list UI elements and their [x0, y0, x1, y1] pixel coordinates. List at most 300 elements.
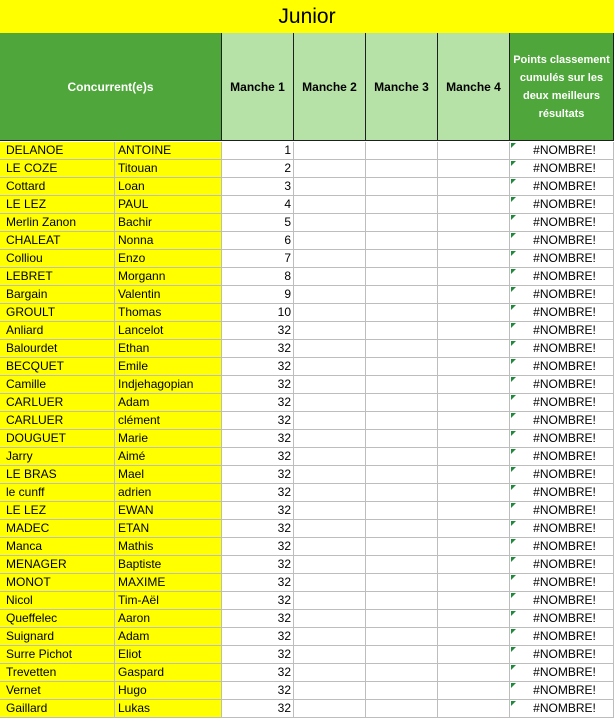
cell-manche-2[interactable] — [294, 430, 366, 448]
cell-manche-1[interactable]: 32 — [222, 394, 294, 412]
cell-manche-2[interactable] — [294, 142, 366, 160]
cell-prenom[interactable]: Ethan — [115, 340, 222, 358]
error-indicator-icon — [511, 593, 516, 598]
cell-prenom[interactable]: Lukas — [115, 700, 222, 718]
cell-manche-3[interactable] — [366, 538, 438, 556]
cell-nom[interactable]: DELANOE — [0, 142, 115, 160]
cell-manche-2[interactable] — [294, 466, 366, 484]
table-row — [0, 340, 614, 358]
error-indicator-icon — [511, 629, 516, 634]
cell-nom[interactable]: Vernet — [0, 682, 115, 700]
cell-prenom[interactable]: Titouan — [115, 160, 222, 178]
cell-points[interactable] — [510, 520, 614, 538]
cell-nom[interactable]: Surre Pichot — [0, 646, 115, 664]
error-indicator-icon — [511, 485, 516, 490]
cell-manche-1[interactable]: 3 — [222, 178, 294, 196]
cell-points-value: #NOMBRE! — [533, 341, 596, 355]
cell-points-value: #NOMBRE! — [533, 665, 596, 679]
cell-manche-3[interactable] — [366, 340, 438, 358]
cell-prenom[interactable]: Nonna — [115, 232, 222, 250]
cell-manche-2[interactable] — [294, 286, 366, 304]
error-indicator-icon — [511, 269, 516, 274]
cell-nom[interactable]: Bargain — [0, 286, 115, 304]
cell-points[interactable] — [510, 232, 614, 250]
cell-nom[interactable]: Trevetten — [0, 664, 115, 682]
cell-points[interactable] — [510, 340, 614, 358]
cell-nom[interactable]: Jarry — [0, 448, 115, 466]
cell-prenom[interactable]: Lancelot — [115, 322, 222, 340]
cell-manche-1[interactable]: 32 — [222, 520, 294, 538]
cell-manche-1[interactable]: 32 — [222, 448, 294, 466]
cell-manche-2[interactable] — [294, 502, 366, 520]
cell-prenom[interactable]: clément — [115, 412, 222, 430]
cell-manche-2[interactable] — [294, 232, 366, 250]
cell-manche-2[interactable] — [294, 556, 366, 574]
cell-nom[interactable]: Colliou — [0, 250, 115, 268]
cell-prenom[interactable]: Hugo — [115, 682, 222, 700]
cell-points[interactable] — [510, 214, 614, 232]
cell-manche-1[interactable]: 32 — [222, 340, 294, 358]
table-row — [0, 322, 614, 340]
cell-points[interactable] — [510, 160, 614, 178]
cell-nom[interactable]: Anliard — [0, 322, 115, 340]
cell-nom[interactable]: BECQUET — [0, 358, 115, 376]
cell-points[interactable] — [510, 358, 614, 376]
cell-manche-2[interactable] — [294, 682, 366, 700]
cell-manche-3[interactable] — [366, 214, 438, 232]
cell-nom[interactable]: LEBRET — [0, 268, 115, 286]
cell-nom[interactable]: LE COZE — [0, 160, 115, 178]
cell-manche-3[interactable] — [366, 556, 438, 574]
error-indicator-icon — [511, 701, 516, 706]
table-row — [0, 358, 614, 376]
error-indicator-icon — [511, 323, 516, 328]
cell-manche-1[interactable]: 32 — [222, 610, 294, 628]
cell-manche-2[interactable] — [294, 322, 366, 340]
cell-nom[interactable]: CHALEAT — [0, 232, 115, 250]
cell-nom[interactable]: LE BRAS — [0, 466, 115, 484]
cell-manche-4[interactable] — [438, 142, 510, 160]
error-indicator-icon — [511, 467, 516, 472]
cell-manche-3[interactable] — [366, 358, 438, 376]
cell-points[interactable] — [510, 574, 614, 592]
cell-manche-2[interactable] — [294, 250, 366, 268]
cell-manche-4[interactable] — [438, 232, 510, 250]
cell-nom[interactable]: LE LEZ — [0, 196, 115, 214]
cell-prenom[interactable]: Aimé — [115, 448, 222, 466]
cell-nom[interactable]: Suignard — [0, 628, 115, 646]
cell-nom[interactable]: Manca — [0, 538, 115, 556]
cell-manche-3[interactable] — [366, 412, 438, 430]
cell-manche-3[interactable] — [366, 322, 438, 340]
error-indicator-icon — [511, 233, 516, 238]
table-row — [0, 502, 614, 520]
cell-manche-1[interactable]: 2 — [222, 160, 294, 178]
table-row — [0, 178, 614, 196]
error-indicator-icon — [511, 611, 516, 616]
cell-nom[interactable]: MONOT — [0, 574, 115, 592]
cell-points[interactable] — [510, 610, 614, 628]
cell-manche-1[interactable]: 32 — [222, 484, 294, 502]
cell-points-value: #NOMBRE! — [533, 179, 596, 193]
cell-manche-3[interactable] — [366, 304, 438, 322]
cell-manche-2[interactable] — [294, 178, 366, 196]
cell-manche-4[interactable] — [438, 412, 510, 430]
cell-manche-4[interactable] — [438, 592, 510, 610]
cell-prenom[interactable]: EWAN — [115, 502, 222, 520]
cell-manche-4[interactable] — [438, 430, 510, 448]
cell-points[interactable] — [510, 538, 614, 556]
cell-prenom[interactable]: Baptiste — [115, 556, 222, 574]
cell-manche-3[interactable] — [366, 664, 438, 682]
cell-points[interactable] — [510, 646, 614, 664]
table-row — [0, 574, 614, 592]
cell-manche-3[interactable] — [366, 610, 438, 628]
cell-nom[interactable]: DOUGUET — [0, 430, 115, 448]
table-row — [0, 394, 614, 412]
cell-nom[interactable]: LE LEZ — [0, 502, 115, 520]
cell-points[interactable] — [510, 304, 614, 322]
cell-points[interactable] — [510, 250, 614, 268]
cell-manche-2[interactable] — [294, 358, 366, 376]
cell-manche-3[interactable] — [366, 250, 438, 268]
cell-points-value: #NOMBRE! — [533, 449, 596, 463]
cell-manche-3[interactable] — [366, 394, 438, 412]
cell-manche-1[interactable]: 32 — [222, 412, 294, 430]
cell-manche-1[interactable]: 32 — [222, 376, 294, 394]
cell-manche-4[interactable] — [438, 700, 510, 718]
cell-manche-3[interactable] — [366, 178, 438, 196]
cell-manche-4[interactable] — [438, 286, 510, 304]
cell-points[interactable] — [510, 682, 614, 700]
cell-manche-4[interactable] — [438, 466, 510, 484]
cell-manche-4[interactable] — [438, 682, 510, 700]
cell-points-value: #NOMBRE! — [533, 413, 596, 427]
cell-manche-1[interactable]: 6 — [222, 232, 294, 250]
cell-manche-1[interactable]: 1 — [222, 142, 294, 160]
cell-manche-1[interactable]: 9 — [222, 286, 294, 304]
cell-manche-1[interactable]: 32 — [222, 646, 294, 664]
cell-points[interactable] — [510, 268, 614, 286]
cell-nom[interactable]: Nicol — [0, 592, 115, 610]
cell-points[interactable] — [510, 466, 614, 484]
cell-points[interactable] — [510, 448, 614, 466]
cell-nom[interactable]: Merlin Zanon — [0, 214, 115, 232]
cell-points-value: #NOMBRE! — [533, 503, 596, 517]
cell-prenom[interactable]: Enzo — [115, 250, 222, 268]
cell-manche-3[interactable] — [366, 232, 438, 250]
error-indicator-icon — [511, 143, 516, 148]
cell-manche-3[interactable] — [366, 160, 438, 178]
cell-manche-2[interactable] — [294, 214, 366, 232]
cell-manche-4[interactable] — [438, 178, 510, 196]
table-row — [0, 232, 614, 250]
cell-manche-2[interactable] — [294, 574, 366, 592]
table-row — [0, 484, 614, 502]
header-concurrent[interactable]: Concurrent(e)s — [0, 33, 222, 141]
cell-points[interactable] — [510, 700, 614, 718]
table-row — [0, 412, 614, 430]
cell-points[interactable] — [510, 502, 614, 520]
cell-manche-1[interactable]: 5 — [222, 214, 294, 232]
cell-nom[interactable]: le cunff — [0, 484, 115, 502]
cell-manche-4[interactable] — [438, 322, 510, 340]
cell-manche-2[interactable] — [294, 520, 366, 538]
cell-manche-3[interactable] — [366, 628, 438, 646]
cell-points-value: #NOMBRE! — [533, 233, 596, 247]
header-manche-1[interactable]: Manche 1 — [222, 33, 294, 141]
cell-manche-4[interactable] — [438, 520, 510, 538]
cell-manche-2[interactable] — [294, 646, 366, 664]
cell-manche-3[interactable] — [366, 682, 438, 700]
cell-points[interactable] — [510, 556, 614, 574]
cell-manche-4[interactable] — [438, 160, 510, 178]
cell-manche-1[interactable]: 32 — [222, 538, 294, 556]
cell-manche-3[interactable] — [366, 502, 438, 520]
cell-manche-4[interactable] — [438, 448, 510, 466]
cell-points-value: #NOMBRE! — [533, 467, 596, 481]
error-indicator-icon — [511, 251, 516, 256]
cell-manche-3[interactable] — [366, 466, 438, 484]
cell-prenom[interactable]: Eliot — [115, 646, 222, 664]
header-manche-2[interactable]: Manche 2 — [294, 33, 366, 141]
cell-manche-3[interactable] — [366, 142, 438, 160]
cell-points[interactable] — [510, 322, 614, 340]
cell-manche-4[interactable] — [438, 664, 510, 682]
cell-prenom[interactable]: Morgann — [115, 268, 222, 286]
cell-manche-1[interactable]: 32 — [222, 682, 294, 700]
cell-nom[interactable]: CARLUER — [0, 412, 115, 430]
cell-manche-4[interactable] — [438, 574, 510, 592]
cell-prenom[interactable]: Tim-Aël — [115, 592, 222, 610]
cell-manche-3[interactable] — [366, 574, 438, 592]
cell-manche-2[interactable] — [294, 304, 366, 322]
cell-nom[interactable]: CARLUER — [0, 394, 115, 412]
cell-prenom[interactable]: Marie — [115, 430, 222, 448]
cell-points[interactable] — [510, 430, 614, 448]
cell-manche-2[interactable] — [294, 538, 366, 556]
cell-manche-1[interactable]: 32 — [222, 556, 294, 574]
cell-points[interactable] — [510, 196, 614, 214]
error-indicator-icon — [511, 665, 516, 670]
error-indicator-icon — [511, 341, 516, 346]
cell-manche-3[interactable] — [366, 196, 438, 214]
cell-prenom[interactable]: Loan — [115, 178, 222, 196]
error-indicator-icon — [511, 395, 516, 400]
cell-points-value: #NOMBRE! — [533, 287, 596, 301]
cell-manche-1[interactable]: 7 — [222, 250, 294, 268]
cell-points-value: #NOMBRE! — [533, 143, 596, 157]
cell-manche-3[interactable] — [366, 520, 438, 538]
cell-nom[interactable]: MENAGER — [0, 556, 115, 574]
cell-prenom[interactable]: Indjehagopian — [115, 376, 222, 394]
cell-prenom[interactable]: Adam — [115, 628, 222, 646]
cell-points[interactable] — [510, 664, 614, 682]
error-indicator-icon — [511, 503, 516, 508]
table-row — [0, 430, 614, 448]
cell-manche-4[interactable] — [438, 538, 510, 556]
cell-manche-1[interactable]: 10 — [222, 304, 294, 322]
header-points-classement[interactable]: Points classement cumulés sur les deux meilleurs résultats — [510, 33, 614, 141]
cell-manche-4[interactable] — [438, 610, 510, 628]
cell-manche-2[interactable] — [294, 196, 366, 214]
cell-prenom[interactable]: Aaron — [115, 610, 222, 628]
cell-prenom[interactable]: Gaspard — [115, 664, 222, 682]
cell-manche-4[interactable] — [438, 250, 510, 268]
cell-manche-1[interactable]: 32 — [222, 322, 294, 340]
cell-manche-2[interactable] — [294, 628, 366, 646]
cell-manche-2[interactable] — [294, 448, 366, 466]
cell-manche-1[interactable]: 32 — [222, 358, 294, 376]
cell-points[interactable] — [510, 628, 614, 646]
cell-manche-3[interactable] — [366, 286, 438, 304]
cell-manche-4[interactable] — [438, 502, 510, 520]
cell-prenom[interactable]: PAUL — [115, 196, 222, 214]
error-indicator-icon — [511, 557, 516, 562]
cell-points-value: #NOMBRE! — [533, 593, 596, 607]
table-row — [0, 160, 614, 178]
cell-manche-2[interactable] — [294, 412, 366, 430]
cell-manche-4[interactable] — [438, 376, 510, 394]
error-indicator-icon — [511, 413, 516, 418]
cell-manche-1[interactable]: 32 — [222, 592, 294, 610]
cell-points[interactable] — [510, 412, 614, 430]
cell-nom[interactable]: Gaillard — [0, 700, 115, 718]
error-indicator-icon — [511, 647, 516, 652]
cell-manche-1[interactable]: 32 — [222, 574, 294, 592]
error-indicator-icon — [511, 521, 516, 526]
cell-points-value: #NOMBRE! — [533, 215, 596, 229]
error-indicator-icon — [511, 449, 516, 454]
cell-manche-2[interactable] — [294, 340, 366, 358]
cell-points[interactable] — [510, 394, 614, 412]
cell-manche-1[interactable]: 32 — [222, 700, 294, 718]
cell-manche-3[interactable] — [366, 448, 438, 466]
cell-points-value: #NOMBRE! — [533, 521, 596, 535]
cell-points-value: #NOMBRE! — [533, 647, 596, 661]
table-row — [0, 214, 614, 232]
sheet-title[interactable]: Junior — [0, 0, 614, 34]
table-row — [0, 628, 614, 646]
cell-points-value: #NOMBRE! — [533, 485, 596, 499]
table-row — [0, 682, 614, 700]
cell-manche-4[interactable] — [438, 358, 510, 376]
error-indicator-icon — [511, 539, 516, 544]
cell-manche-1[interactable]: 8 — [222, 268, 294, 286]
cell-manche-4[interactable] — [438, 196, 510, 214]
cell-points[interactable] — [510, 592, 614, 610]
cell-nom[interactable]: MADEC — [0, 520, 115, 538]
header-manche-4[interactable]: Manche 4 — [438, 33, 510, 141]
error-indicator-icon — [511, 575, 516, 580]
cell-prenom[interactable]: Emile — [115, 358, 222, 376]
cell-manche-3[interactable] — [366, 592, 438, 610]
cell-manche-2[interactable] — [294, 394, 366, 412]
cell-manche-2[interactable] — [294, 592, 366, 610]
cell-points[interactable] — [510, 142, 614, 160]
cell-points[interactable] — [510, 484, 614, 502]
cell-points[interactable] — [510, 286, 614, 304]
table-row — [0, 250, 614, 268]
cell-manche-2[interactable] — [294, 160, 366, 178]
cell-manche-3[interactable] — [366, 430, 438, 448]
cell-manche-2[interactable] — [294, 376, 366, 394]
cell-manche-4[interactable] — [438, 268, 510, 286]
cell-manche-3[interactable] — [366, 268, 438, 286]
cell-points-value: #NOMBRE! — [533, 323, 596, 337]
cell-manche-3[interactable] — [366, 484, 438, 502]
cell-prenom[interactable]: ETAN — [115, 520, 222, 538]
cell-manche-2[interactable] — [294, 664, 366, 682]
cell-nom[interactable]: Balourdet — [0, 340, 115, 358]
cell-prenom[interactable]: Mathis — [115, 538, 222, 556]
cell-manche-4[interactable] — [438, 304, 510, 322]
cell-points-value: #NOMBRE! — [533, 611, 596, 625]
cell-points[interactable] — [510, 376, 614, 394]
cell-manche-1[interactable]: 4 — [222, 196, 294, 214]
cell-manche-1[interactable]: 32 — [222, 502, 294, 520]
cell-manche-2[interactable] — [294, 700, 366, 718]
table-row — [0, 664, 614, 682]
cell-nom[interactable]: Camille — [0, 376, 115, 394]
cell-manche-4[interactable] — [438, 628, 510, 646]
cell-manche-2[interactable] — [294, 610, 366, 628]
cell-manche-3[interactable] — [366, 646, 438, 664]
header-manche-3[interactable]: Manche 3 — [366, 33, 438, 141]
table-row — [0, 520, 614, 538]
cell-manche-4[interactable] — [438, 394, 510, 412]
cell-prenom[interactable]: Thomas — [115, 304, 222, 322]
cell-manche-4[interactable] — [438, 214, 510, 232]
cell-manche-2[interactable] — [294, 268, 366, 286]
cell-manche-4[interactable] — [438, 340, 510, 358]
error-indicator-icon — [511, 197, 516, 202]
table-row — [0, 592, 614, 610]
table-row — [0, 196, 614, 214]
cell-nom[interactable]: GROULT — [0, 304, 115, 322]
cell-points-value: #NOMBRE! — [533, 269, 596, 283]
cell-points-value: #NOMBRE! — [533, 197, 596, 211]
table-row — [0, 538, 614, 556]
cell-prenom[interactable]: MAXIME — [115, 574, 222, 592]
cell-manche-4[interactable] — [438, 556, 510, 574]
cell-manche-3[interactable] — [366, 700, 438, 718]
cell-prenom[interactable]: adrien — [115, 484, 222, 502]
cell-points-value: #NOMBRE! — [533, 575, 596, 589]
cell-prenom[interactable]: Valentin — [115, 286, 222, 304]
cell-prenom[interactable]: Bachir — [115, 214, 222, 232]
table-row — [0, 466, 614, 484]
cell-manche-1[interactable]: 32 — [222, 466, 294, 484]
cell-nom[interactable]: Queffelec — [0, 610, 115, 628]
cell-prenom[interactable]: Adam — [115, 394, 222, 412]
cell-manche-1[interactable]: 32 — [222, 628, 294, 646]
cell-manche-1[interactable]: 32 — [222, 664, 294, 682]
cell-manche-2[interactable] — [294, 484, 366, 502]
cell-points-value: #NOMBRE! — [533, 557, 596, 571]
cell-manche-4[interactable] — [438, 484, 510, 502]
table-row — [0, 142, 614, 160]
cell-manche-4[interactable] — [438, 646, 510, 664]
cell-manche-1[interactable]: 32 — [222, 430, 294, 448]
error-indicator-icon — [511, 161, 516, 166]
cell-prenom[interactable]: ANTOINE — [115, 142, 222, 160]
cell-prenom[interactable]: Mael — [115, 466, 222, 484]
cell-points[interactable] — [510, 178, 614, 196]
table-row — [0, 268, 614, 286]
cell-nom[interactable]: Cottard — [0, 178, 115, 196]
cell-manche-3[interactable] — [366, 376, 438, 394]
